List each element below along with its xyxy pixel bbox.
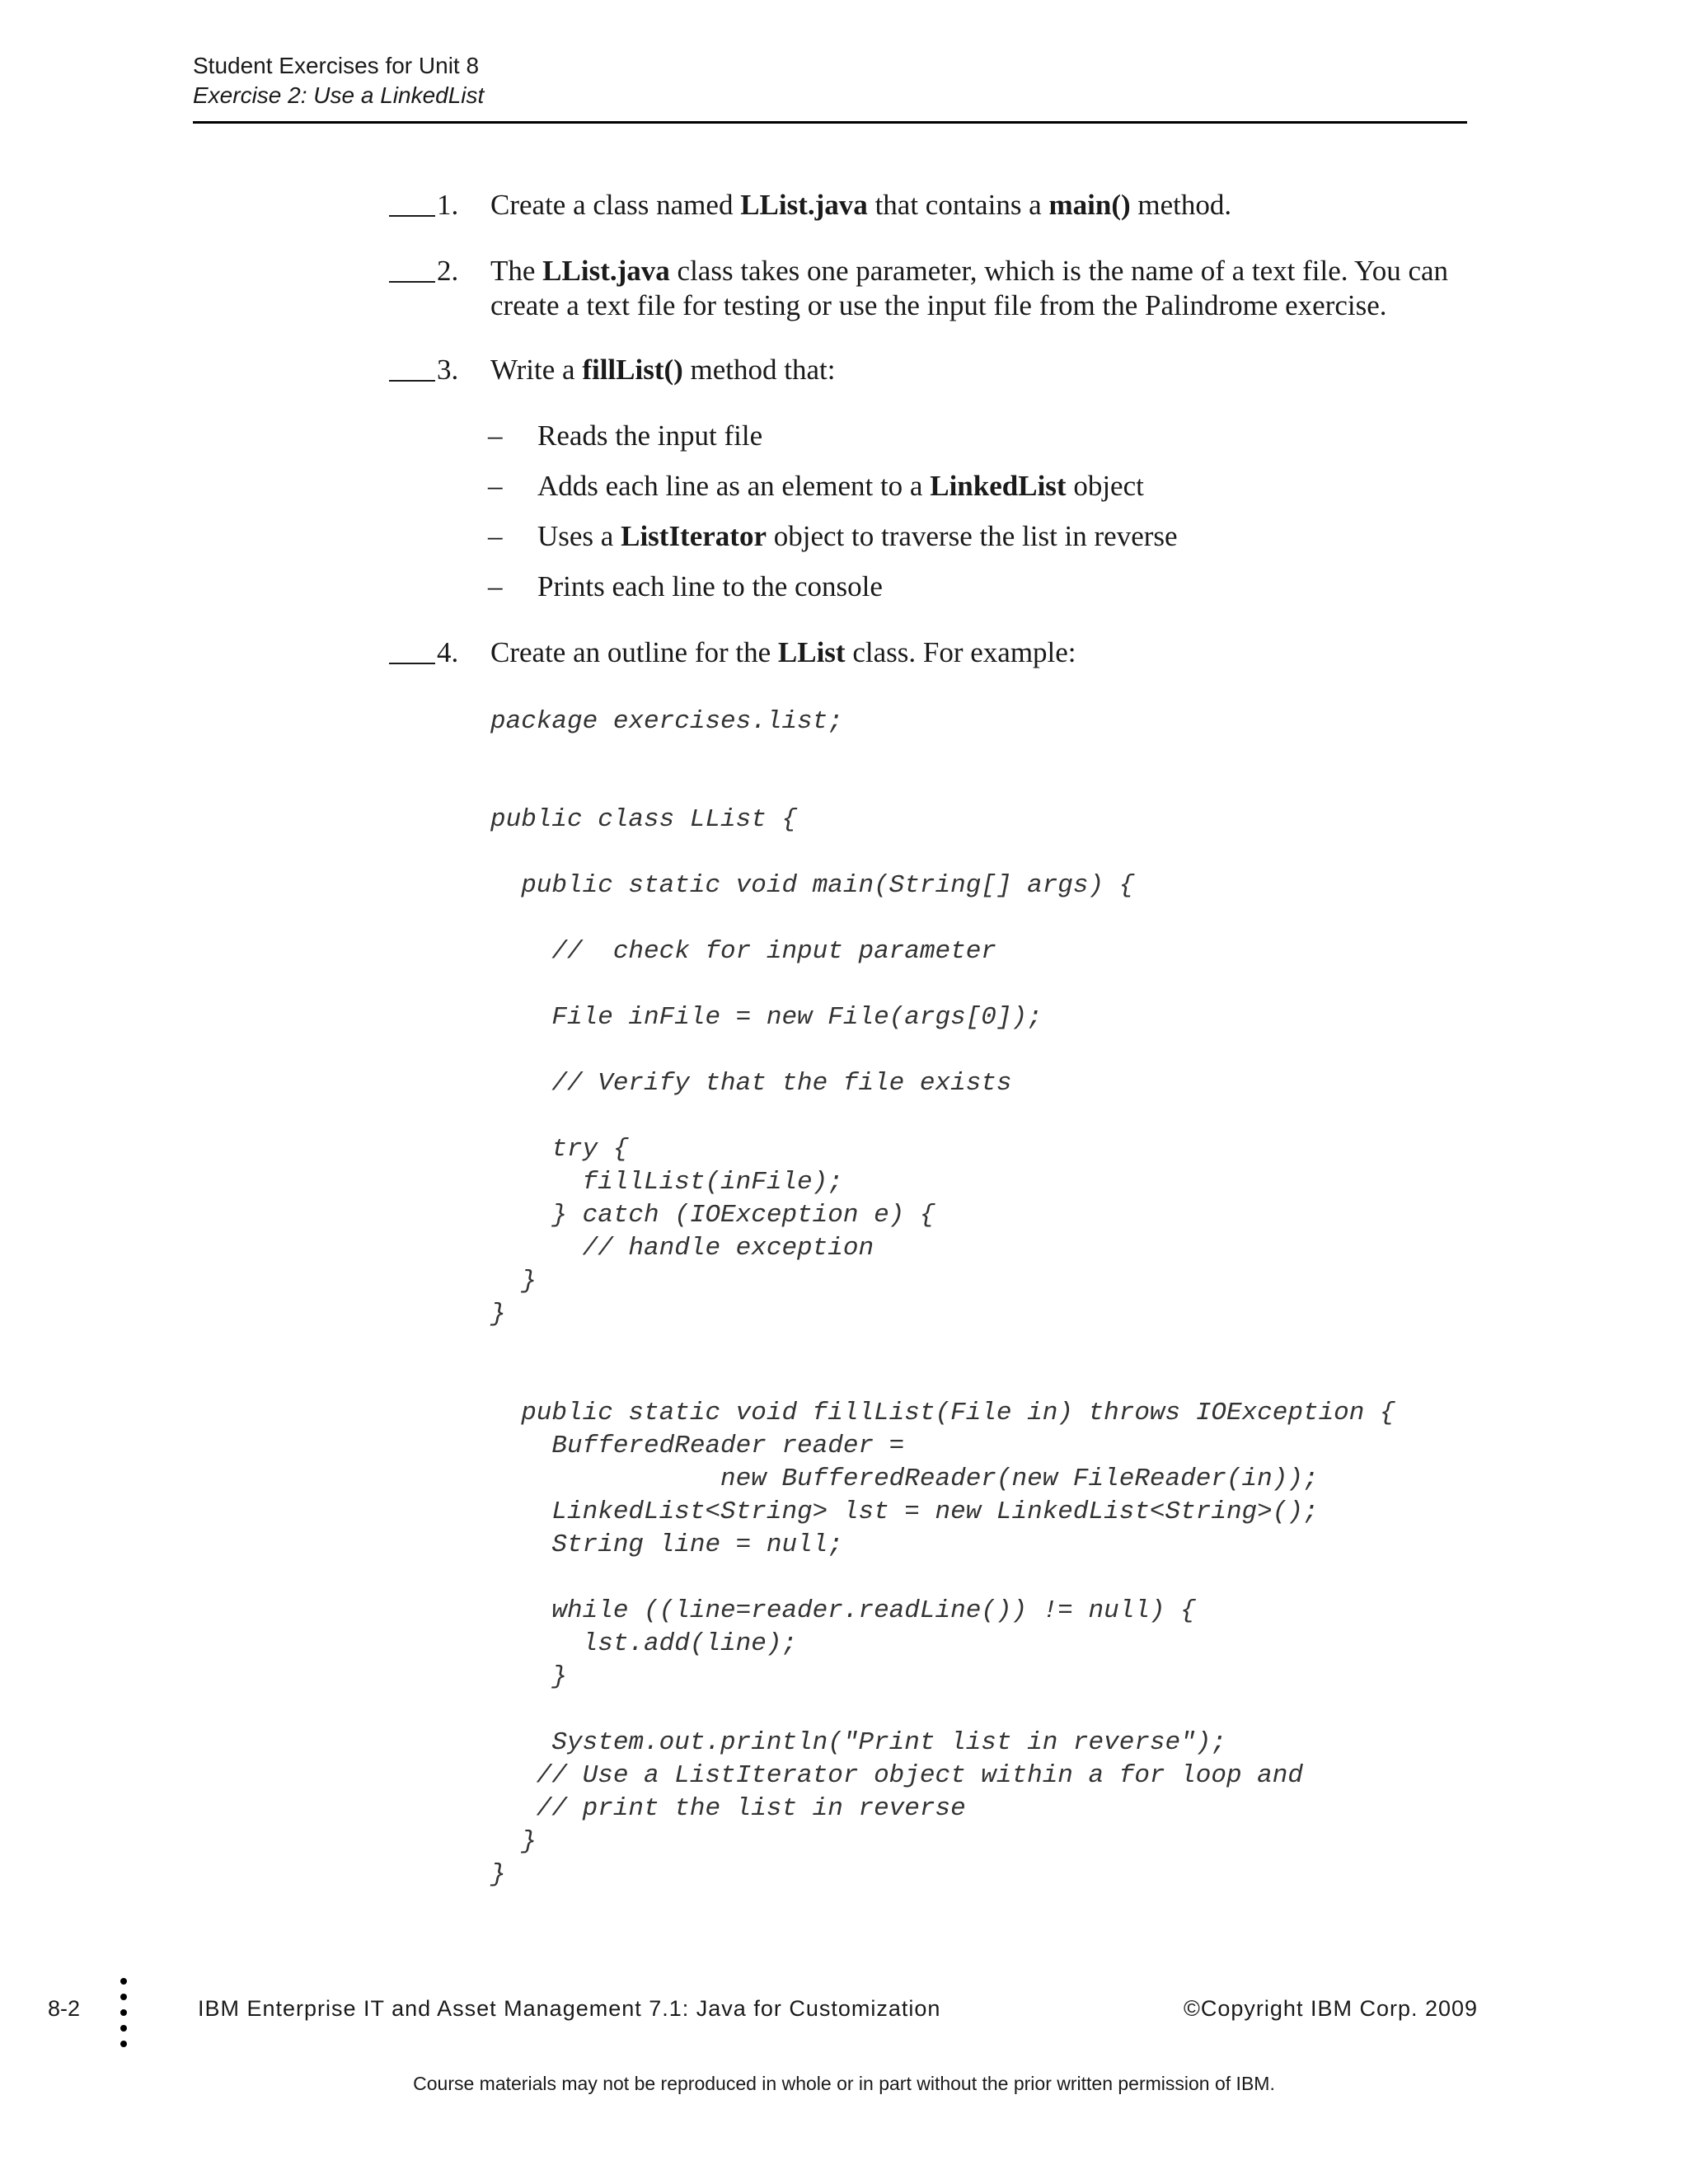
code-block-main: public class LList { public static void main(String[] args) { // check for input parameter File inFile = new File(args[0]); // Verify that the file exists try { fillList(inFile); } catch (IOException e) { // handle exception } }: [490, 805, 1135, 1329]
step-text: Create a class named LList.java that contains a main() method.: [490, 189, 1232, 221]
footer-dots-decoration: [120, 1978, 129, 2056]
step-number: 2.: [437, 255, 459, 287]
footer-legal-note: Course materials may not be reproduced in whole or in part without the prior written permission of IBM.: [413, 2073, 1275, 2094]
header-exercise-title: Exercise 2: Use a LinkedList: [193, 82, 485, 108]
code-package-line: package exercises.list;: [490, 707, 843, 736]
step-number: 1.: [437, 189, 459, 221]
step-text: Create an outline for the LList class. For example:: [490, 636, 1076, 668]
page-header: [193, 51, 1467, 110]
step-number: 4.: [437, 636, 459, 668]
footer-course-title: IBM Enterprise IT and Asset Management 7.1: Java for Customization: [198, 1996, 941, 2021]
step-number: 3.: [437, 354, 459, 386]
footer-copyright: ©Copyright IBM Corp. 2009: [1184, 1996, 1479, 2021]
step-text: The LList.java class takes one parameter, which is the name of a text file. You can create a text file for testing or use the input file from the Palindrome exercise.: [490, 255, 1449, 321]
step-text: Write a fillList() method that:: [490, 354, 836, 386]
header-divider: [193, 121, 1467, 124]
code-block-filllist: public static void fillList(File in) throws IOException { BufferedReader reader = new BufferedReader(new FileReader(in)); LinkedList<String> lst = new LinkedList<String>(); String line = null; while ((line=reader.readLine()) != null) { lst.add(line); } System.out.println("Print list in reverse"); // Use a ListIterator object within a for loop and // print the list in reverse } }: [490, 1399, 1395, 1889]
header-unit-title: Student Exercises for Unit 8: [193, 53, 480, 78]
page-number: 8-2: [48, 1996, 81, 2021]
